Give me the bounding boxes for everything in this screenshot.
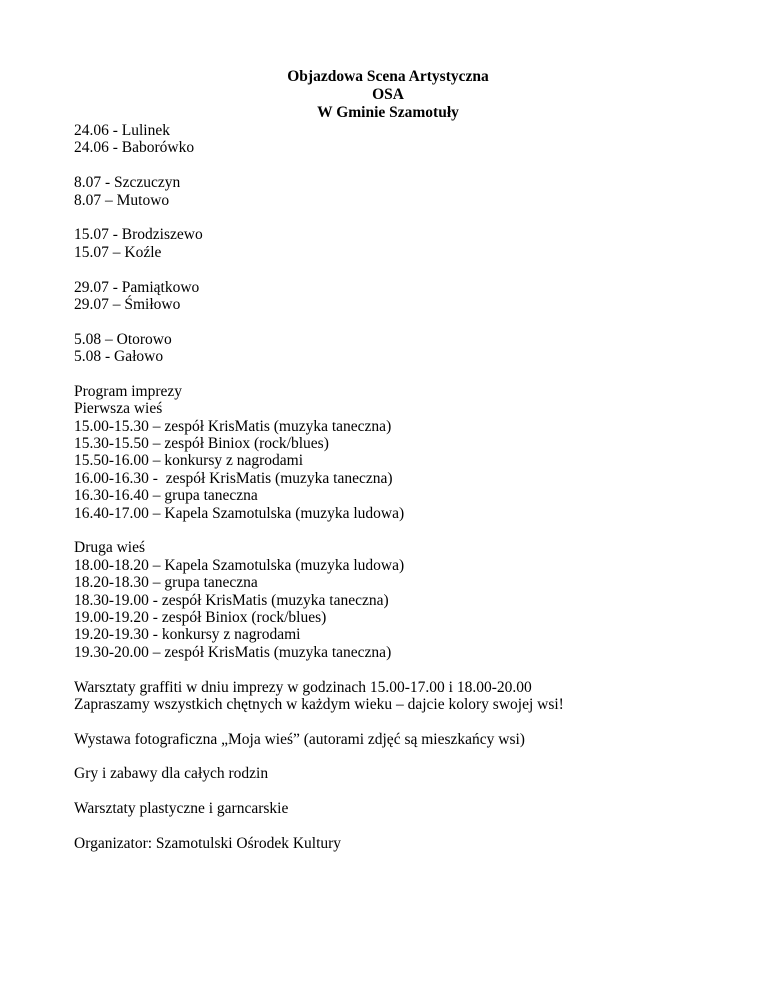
schedule-entry: 5.08 – Otorowo bbox=[74, 330, 172, 348]
program-first-village bbox=[74, 383, 734, 522]
document-title bbox=[0, 68, 768, 122]
schedule-group-2 bbox=[74, 174, 734, 209]
graffiti-invitation: Zapraszamy wszystkich chętnych w każdym wieku – dajcie kolory swojej wsi! bbox=[74, 695, 564, 713]
art-workshops bbox=[74, 800, 734, 817]
program-item: 18.00-18.20 – Kapela Szamotulska (muzyka ludowa) bbox=[74, 556, 405, 574]
games bbox=[74, 765, 734, 782]
schedule-entry: 8.07 – Mutowo bbox=[74, 191, 170, 209]
schedule-entry: 15.07 - Brodziszewo bbox=[74, 226, 203, 244]
program-item: 15.00-15.30 – zespół KrisMatis (muzyka taneczna) bbox=[74, 417, 392, 435]
program-item: 19.30-20.00 – zespół KrisMatis (muzyka taneczna) bbox=[74, 643, 392, 661]
program-item: 16.40-17.00 – Kapela Szamotulska (muzyka ludowa) bbox=[74, 504, 405, 522]
program-item: 15.50-16.00 – konkursy z nagrodami bbox=[74, 452, 304, 470]
program-item: 16.30-16.40 – grupa taneczna bbox=[74, 487, 258, 505]
schedule-entry: 15.07 – Koźle bbox=[74, 243, 162, 261]
workshops-info: Warsztaty plastyczne i garncarskie bbox=[74, 800, 289, 818]
organizer bbox=[74, 835, 734, 852]
title-line-2: OSA bbox=[372, 86, 404, 103]
schedule-entry: 29.07 – Śmiłowo bbox=[74, 295, 181, 313]
games-info: Gry i zabawy dla całych rodzin bbox=[74, 765, 269, 783]
schedule-group-1 bbox=[74, 122, 734, 157]
program-item: 18.30-19.00 - zespół KrisMatis (muzyka taneczna) bbox=[74, 591, 389, 609]
schedule-group-4 bbox=[74, 279, 734, 314]
exhibition-info: Wystawa fotograficzna „Moja wieś” (autorami zdjęć są mieszkańcy wsi) bbox=[74, 730, 525, 748]
program-item: 16.00-16.30 - zespół KrisMatis (muzyka taneczna) bbox=[74, 469, 393, 487]
schedule-group-3 bbox=[74, 226, 734, 261]
second-village-label: Druga wieś bbox=[74, 539, 146, 557]
title-line-1: Objazdowa Scena Artystyczna bbox=[287, 68, 489, 85]
program-item: 18.20-18.30 – grupa taneczna bbox=[74, 574, 258, 592]
program-second-village bbox=[74, 539, 734, 661]
program-item: 19.00-19.20 - zespół Biniox (rock/blues) bbox=[74, 608, 327, 626]
photo-exhibition bbox=[74, 731, 734, 748]
document-body bbox=[74, 122, 734, 870]
schedule-entry: 24.06 - Baborówko bbox=[74, 139, 195, 157]
graffiti-info: Warsztaty graffiti w dniu imprezy w godzinach 15.00-17.00 i 18.00-20.00 bbox=[74, 678, 532, 696]
title-line-3: W Gminie Szamotuły bbox=[317, 104, 459, 121]
first-village-label: Pierwsza wieś bbox=[74, 400, 163, 418]
schedule-entry: 29.07 - Pamiątkowo bbox=[74, 278, 200, 296]
graffiti-workshop bbox=[74, 679, 734, 714]
schedule-entry: 8.07 - Szczuczyn bbox=[74, 174, 181, 192]
schedule-entry: 24.06 - Lulinek bbox=[74, 122, 170, 139]
program-heading: Program imprezy bbox=[74, 382, 183, 400]
program-item: 19.20-19.30 - konkursy z nagrodami bbox=[74, 626, 301, 644]
organizer-info: Organizator: Szamotulski Ośrodek Kultury bbox=[74, 835, 342, 853]
schedule-group-5 bbox=[74, 331, 734, 366]
program-item: 15.30-15.50 – zespół Biniox (rock/blues) bbox=[74, 435, 329, 453]
schedule-entry: 5.08 - Gałowo bbox=[74, 348, 164, 366]
